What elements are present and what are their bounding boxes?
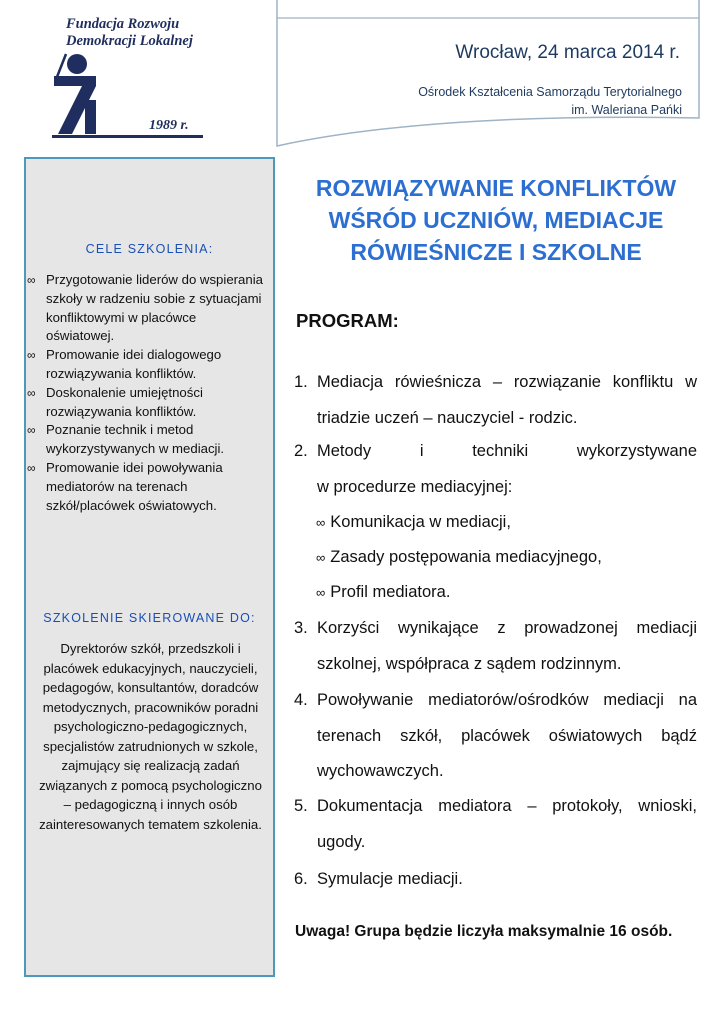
sidebar-panel — [24, 157, 275, 977]
goals-list — [26, 271, 266, 515]
list-item: ∞ Doskonalenie umiejętności rozwiązywania konfliktów. — [27, 384, 203, 419]
audience-text: Dyrektorów szkół, przedszkoli i placówek edukacyjnych, nauczycieli, pedagogów, konsultantów, doradców metodycznych, pracowników poradni psychologiczno-pedagogicznych, specjalistów zatrudnionych w szkole, zajmujący się realizacją zadań związanych z pomocą psychologiczno – pedagogiczną i innych osób zainteresowanych tematem szkolenia. — [39, 641, 262, 832]
program-item-1: 1. Mediacja rówieśnicza – rozwiązanie konfliktu w triadzie uczeń – nauczyciel - rodzic. — [294, 373, 697, 427]
program-item-5: 5. Dokumentacja mediatora – protokoły, wnioski, ugody. — [294, 797, 697, 851]
infinity-bullet-icon: ∞ — [316, 550, 326, 565]
logo-year: 1989 r. — [149, 118, 189, 133]
infinity-bullet-icon: ∞ — [27, 423, 36, 438]
infinity-bullet-icon: ∞ — [316, 515, 326, 530]
list-item: ∞ Promowanie idei powoływania mediatorów na terenach szkół/placówek oświatowych. — [27, 459, 223, 513]
event-date: Wrocław, 24 marca 2014 r. — [455, 42, 680, 63]
infinity-bullet-icon: ∞ — [316, 585, 326, 600]
institution-name: Ośrodek Kształcenia Samorządu Terytorialnego im. Waleriana Pańki — [418, 85, 682, 117]
program-item-2: 2. Metody i techniki wykorzystywane w procedurze mediacyjnej: — [294, 442, 697, 496]
program-item-3: 3. Korzyści wynikające z prowadzonej mediacji szkolnej, współpraca z sądem rodzinnym. — [294, 619, 697, 673]
program-item-6: 6. Symulacje mediacji. — [294, 870, 463, 888]
organization-logo — [52, 14, 252, 144]
goals-heading: CELE SZKOLENIA: — [85, 242, 214, 256]
header-box — [276, 0, 700, 146]
list-item: ∞ Przygotowanie liderów do wspierania szkoły w radzeniu sobie z sytuacjami konfliktowymi w placówce oświatowej. — [27, 272, 263, 344]
program-subitem: ∞ Profil mediatora. — [316, 583, 451, 601]
group-size-note: Uwaga! Grupa będzie liczyła maksymalnie 16 osób. — [295, 923, 673, 940]
logo-org-name: Fundacja Rozwoju Demokracji Lokalnej — [66, 16, 193, 49]
list-item: ∞ Poznanie technik i metod wykorzystywanych w mediacji. — [27, 422, 225, 457]
logo-underline — [52, 135, 203, 138]
program-subitem: ∞ Zasady postępowania mediacyjnego, — [316, 548, 602, 566]
page-title: ROZWIĄZYWANIE KONFLIKTÓW WŚRÓD UCZNIÓW, MEDIACJE RÓWIEŚNICZE I SZKOLNE — [315, 175, 677, 265]
person-figure-icon — [52, 52, 112, 142]
list-item: ∞ Promowanie idei dialogowego rozwiązywania konfliktów. — [27, 347, 222, 381]
program-item-4: 4. Powoływanie mediatorów/ośrodków mediacji na terenach szkół, placówek oświatowych bądź wychowawczych. — [294, 691, 697, 780]
infinity-bullet-icon: ∞ — [27, 273, 36, 287]
program-subitem: ∞ Komunikacja w mediacji, — [316, 513, 511, 531]
audience-heading: SZKOLENIE SKIEROWANE DO: — [43, 611, 256, 625]
infinity-bullet-icon: ∞ — [27, 385, 36, 400]
program-heading: PROGRAM: — [296, 310, 399, 331]
header-frame — [276, 0, 700, 148]
infinity-bullet-icon: ∞ — [27, 460, 36, 475]
infinity-bullet-icon: ∞ — [27, 348, 36, 363]
